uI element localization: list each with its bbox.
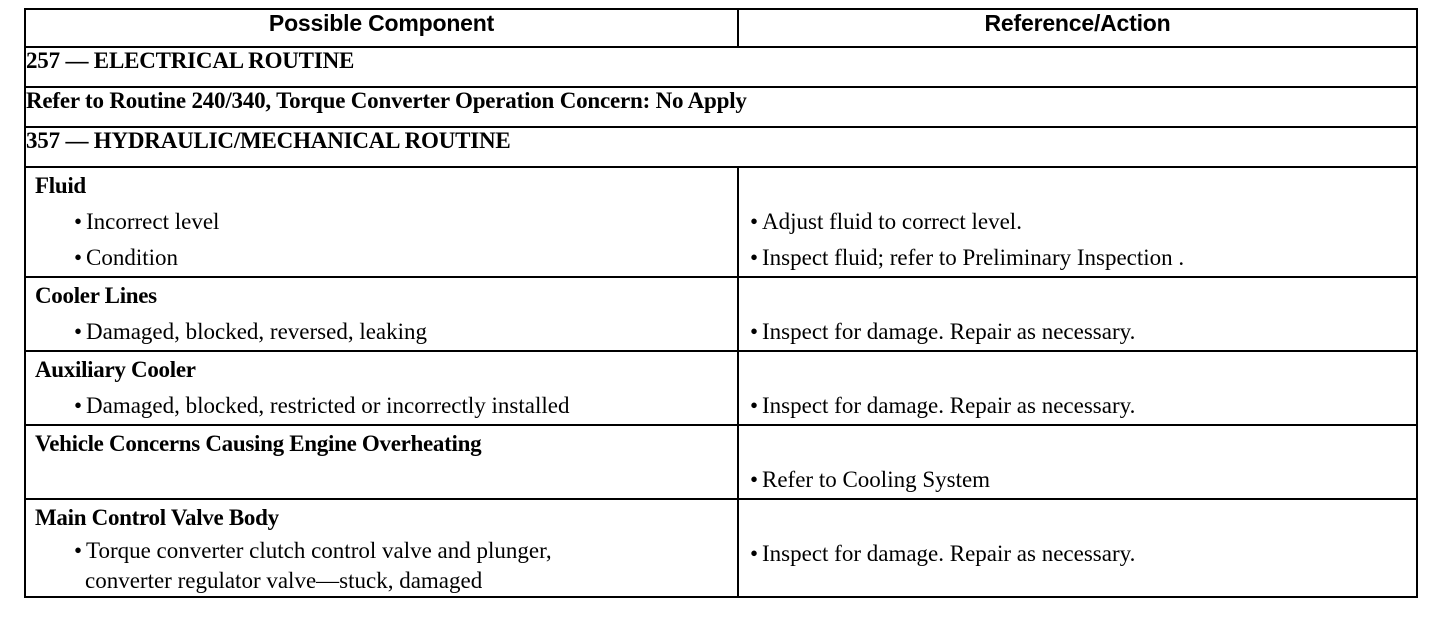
header-reference-action: Reference/Action (738, 9, 1417, 47)
section-row (25, 47, 1417, 87)
header-row (25, 9, 1417, 47)
header-possible-component: Possible Component (25, 9, 738, 47)
action-cell (738, 351, 1417, 425)
section-row (25, 87, 1417, 127)
component-bullet: • Damaged, blocked, reversed, leaking (74, 319, 428, 344)
action-bullet: • Inspect for damage. Repair as necessary. (750, 393, 1136, 418)
table-row-cooler-lines (25, 277, 1417, 351)
component-title: Main Control Valve Body (35, 505, 279, 530)
component-cell (25, 167, 738, 277)
table-row-auxiliary-cooler (25, 351, 1417, 425)
hydraulic-routine-heading: 357 — HYDRAULIC/MECHANICAL ROUTINE (25, 127, 1417, 167)
action-bullet: • Inspect for damage. Repair as necessary. (750, 319, 1136, 344)
action-cell (738, 277, 1417, 351)
component-cell (25, 425, 738, 499)
diagnostic-table (24, 8, 1418, 598)
action-bullet: • Inspect fluid; refer to Preliminary Inspection . (750, 245, 1185, 270)
action-bullet: • Adjust fluid to correct level. (750, 209, 1022, 234)
refer-routine-note: Refer to Routine 240/340, Torque Converter Operation Concern: No Apply (25, 87, 1417, 127)
component-bullet: • Incorrect level (74, 209, 220, 234)
component-bullet-continuation: converter regulator valve—stuck, damaged (85, 568, 483, 593)
component-cell (25, 499, 738, 597)
table-row-fluid (25, 167, 1417, 277)
action-cell (738, 167, 1417, 277)
component-title: Auxiliary Cooler (35, 357, 196, 382)
action-cell (738, 425, 1417, 499)
component-title: Vehicle Concerns Causing Engine Overheating (35, 431, 482, 456)
table-row-valve-body (25, 499, 1417, 597)
component-cell (25, 277, 738, 351)
table-row-overheating (25, 425, 1417, 499)
action-bullet: • Refer to Cooling System (750, 467, 991, 492)
action-bullet: • Inspect for damage. Repair as necessary. (750, 541, 1136, 566)
component-bullet: • Condition (74, 245, 179, 270)
component-bullet: • Torque converter clutch control valve and plunger, (74, 538, 552, 563)
section-row (25, 127, 1417, 167)
component-cell (25, 351, 738, 425)
component-title: Cooler Lines (35, 283, 157, 308)
action-cell (738, 499, 1417, 597)
electrical-routine-heading: 257 — ELECTRICAL ROUTINE (25, 47, 1417, 87)
component-bullet: • Damaged, blocked, restricted or incorrectly installed (74, 393, 570, 418)
component-title: Fluid (35, 173, 86, 198)
